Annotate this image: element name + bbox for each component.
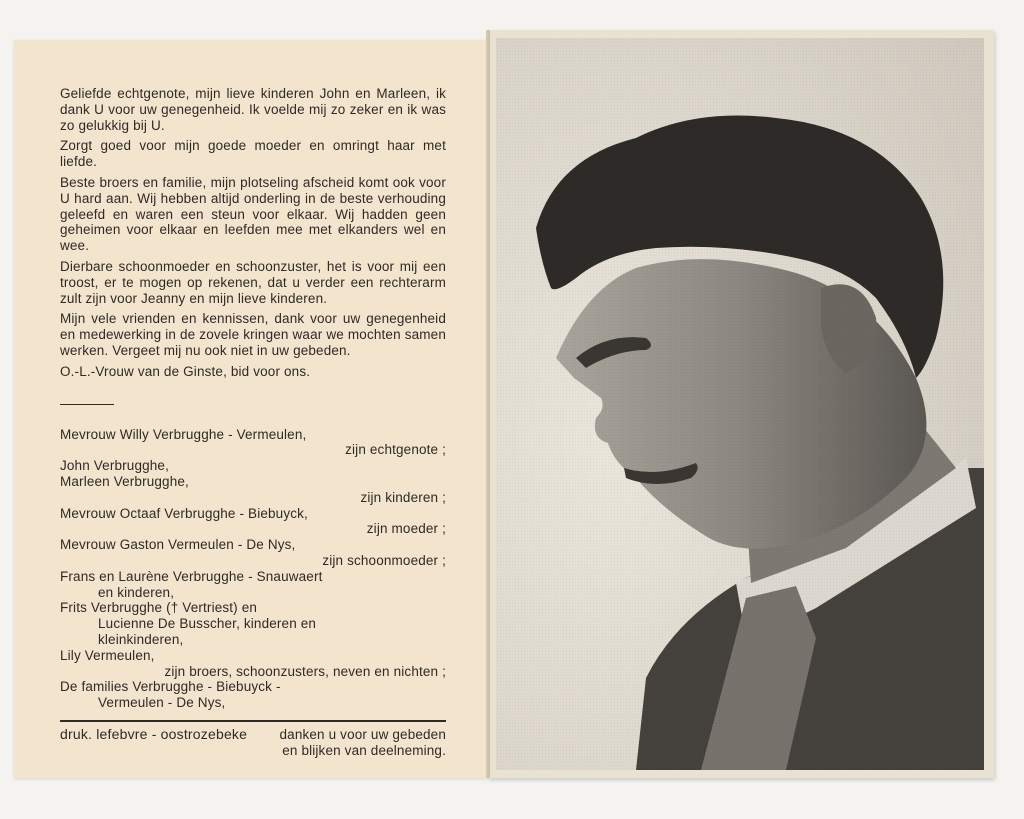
- family-list: [60, 427, 446, 711]
- family-line: Frits Verbrugghe († Vertriest) en: [60, 600, 258, 616]
- message-paragraph: Dierbare schoonmoeder en schoonzuster, het is voor mij een troost, er te mogen op rekenen, dat u verder een rechterarm zult zijn voor Jeanny en mijn lieve kinderen.: [60, 258, 446, 306]
- family-line: en kinderen,: [98, 584, 175, 600]
- family-line: zijn broers, schoonzusters, neven en nichten ;: [164, 663, 446, 679]
- family-line: zijn echtgenote ;: [345, 442, 446, 458]
- family-line: John Verbrugghe,: [60, 458, 169, 474]
- short-divider: [60, 404, 114, 405]
- family-line: Marleen Verbrugghe,: [60, 473, 189, 489]
- family-line: Lucienne De Busscher, kinderen en: [98, 616, 317, 632]
- bottom-divider: [60, 720, 446, 722]
- closing-line: danken u voor uw gebeden: [279, 726, 446, 742]
- family-line: zijn moeder ;: [366, 521, 446, 537]
- family-line: De families Verbrugghe - Biebuyck -: [60, 679, 281, 695]
- text-page: [14, 40, 488, 778]
- message-paragraph: Mijn vele vrienden en kennissen, dank voor uw genegenheid en medewerking in de zovele kringen waar we mochten samen werken. Vergeet mij nu ook niet in uw gebeden.: [60, 311, 446, 358]
- family-line: kleinkinderen,: [98, 631, 184, 647]
- prayer-line: O.-L.-Vrouw van de Ginste, bid voor ons.: [60, 363, 311, 379]
- family-line: Lily Vermeulen,: [60, 647, 155, 663]
- family-line: Vermeulen - De Nys,: [98, 695, 226, 711]
- halftone-texture: [496, 38, 984, 770]
- photo-page: [488, 30, 994, 778]
- message-paragraph: Geliefde echtgenote, mijn lieve kinderen John en Marleen, ik dank U voor uw genegenheid. Ik voelde mij zo zeker en ik was zo gelukkig bij U.: [60, 86, 446, 133]
- family-line: zijn kinderen ;: [360, 489, 446, 505]
- card-fold: [486, 30, 490, 778]
- family-line: Mevrouw Gaston Vermeulen - De Nys,: [60, 537, 296, 553]
- family-line: zijn schoonmoeder ;: [322, 552, 446, 568]
- memorial-card: [14, 30, 994, 778]
- portrait-photo: [496, 38, 984, 770]
- printer-credit: druk. lefebvre - oostrozebeke: [60, 726, 248, 742]
- message: [60, 86, 446, 380]
- message-paragraph: Beste broers en familie, mijn plotseling afscheid komt ook voor U hard aan. Wij hebben altijd onderling in de beste verhouding geleefd en waren een steun voor elkaar. Wij hadden geen geheimen voor elkaar en leefden mee met elkanders wel en wee.: [60, 174, 446, 254]
- family-line: Mevrouw Willy Verbrugghe - Vermeulen,: [60, 426, 307, 442]
- family-line: Mevrouw Octaaf Verbrugghe - Biebuyck,: [60, 505, 308, 521]
- text-block: [60, 86, 446, 758]
- family-line: Frans en Laurène Verbrugghe - Snauwaert: [60, 568, 323, 584]
- message-paragraph: Zorgt goed voor mijn goede moeder en omringt haar met liefde.: [60, 138, 446, 170]
- closing-line: en blijken van deelneming.: [282, 742, 446, 758]
